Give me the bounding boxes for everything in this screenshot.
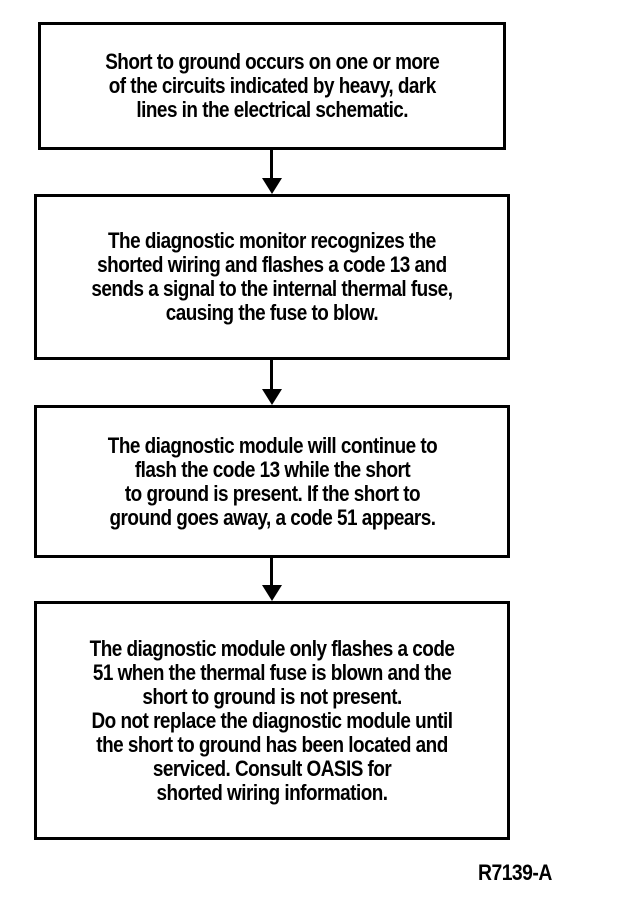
flow-step-3 [34, 405, 510, 558]
flow-step-3-line-2: flash the code 13 while the short [134, 456, 410, 482]
arrow-down-icon [262, 178, 282, 194]
flow-step-4-line-7: shorted wiring information. [156, 779, 388, 805]
flow-arrow-2-shaft [270, 360, 273, 391]
flow-step-2-text [91, 229, 452, 325]
flow-step-4-line-1: The diagnostic module only flashes a code [89, 635, 455, 661]
flow-step-2 [34, 194, 510, 360]
flow-step-4-line-4: Do not replace the diagnostic module until [91, 707, 453, 733]
flow-step-1-line-2: of the circuits indicated by heavy, dark [108, 73, 436, 98]
flow-arrow-3 [262, 558, 282, 601]
flow-step-1-line-3: lines in the electrical schematic. [136, 97, 408, 122]
flow-arrow-1 [262, 150, 282, 194]
flow-step-2-line-3: sends a signal to the internal thermal fuse, [91, 276, 453, 301]
flow-step-1-text [105, 50, 439, 122]
flow-arrow-3-shaft [270, 558, 273, 587]
flow-step-1 [38, 22, 506, 150]
flow-step-4-text [90, 637, 455, 805]
flow-step-4-line-2: 51 when the thermal fuse is blown and the [92, 659, 452, 685]
flow-step-1-line-1: Short to ground occurs on one or more [104, 49, 440, 74]
flow-step-4 [34, 601, 510, 840]
flow-step-4-line-6: serviced. Consult OASIS for [152, 755, 392, 781]
flow-step-4-line-3: short to ground is not present. [142, 683, 402, 709]
flow-step-3-line-4: ground goes away, a code 51 appears. [109, 504, 435, 530]
flow-step-2-line-1: The diagnostic monitor recognizes the [108, 228, 436, 253]
arrow-down-icon [262, 585, 282, 601]
figure-id-label: R7139-A [478, 860, 552, 885]
flow-arrow-1-shaft [270, 150, 273, 180]
flow-step-4-line-5: the short to ground has been located and [96, 731, 448, 757]
flow-step-2-line-4: causing the fuse to blow. [165, 300, 379, 325]
arrow-down-icon [262, 389, 282, 405]
flow-arrow-2 [262, 360, 282, 405]
flow-step-3-text [107, 434, 436, 530]
flow-step-3-line-1: The diagnostic module will continue to [107, 432, 437, 458]
flow-step-3-line-3: to ground is present. If the short to [124, 480, 420, 506]
flow-step-2-line-2: shorted wiring and flashes a code 13 and [97, 252, 447, 277]
